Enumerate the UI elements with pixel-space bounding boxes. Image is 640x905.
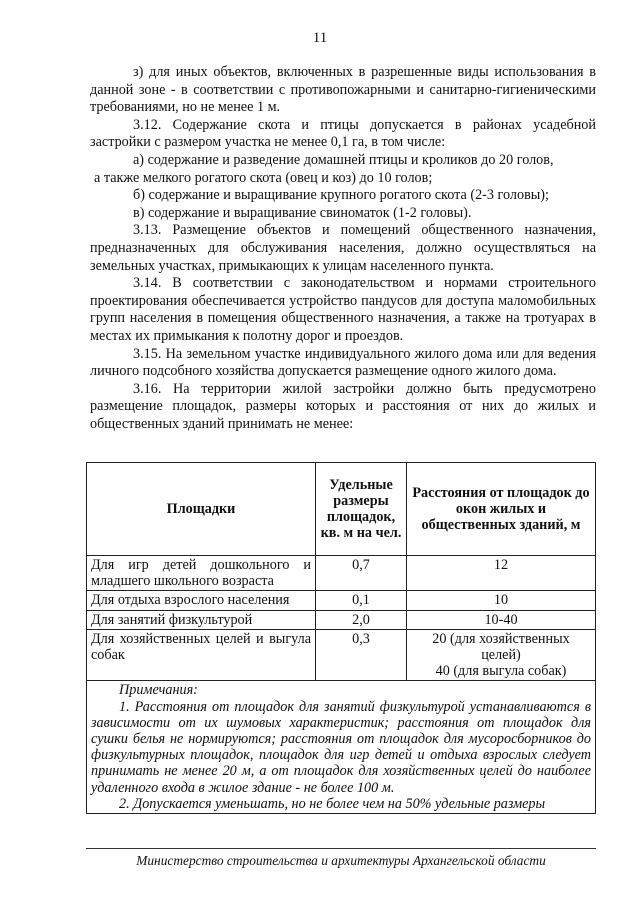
table-row <box>87 556 596 591</box>
footer-ministry: Министерство строительства и архитектуры Архангельской области <box>136 853 546 868</box>
table-notes-row <box>87 681 596 814</box>
paragraph-3-15: 3.15. На земельном участке индивидуального жилого дома или для ведения личного подсобного хозяйства допускается размещение одного жилого дома. <box>90 345 596 380</box>
row-size: 0,7 <box>316 556 407 591</box>
paragraph-3-13: 3.13. Размещение объектов и помещений общественного назначения, предназначенных для обслуживания населения, должно осуществляться на земельных участках, примыкающих к улицам населенного пункта. <box>90 222 596 274</box>
playgrounds-table <box>86 462 596 814</box>
row-distance: 10 <box>407 591 596 610</box>
paragraph-3-11-z: з) для иных объектов, включенных в разрешенные виды использования в данной зоне - в соответствии с противопожарными и санитарно-гигиеническими требованиями, но не менее 1 м. <box>90 64 596 116</box>
row-distance <box>407 629 596 681</box>
document-body <box>90 64 596 433</box>
page-number: 11 <box>312 30 328 46</box>
header-playgrounds: Площадки <box>87 463 316 556</box>
header-distance: Расстояния от площадок до окон жилых и общественных зданий, м <box>407 463 596 556</box>
footer-divider <box>86 848 596 849</box>
row-size: 2,0 <box>316 610 407 629</box>
row-name: Для отдыха взрослого населения <box>87 591 316 610</box>
list-item-a: а) содержание и разведение домашней птицы и кроликов до 20 голов, <box>133 151 554 168</box>
row-name: Для игр детей дошкольного и младшего школьного возраста <box>87 556 316 591</box>
list-item-b: б) содержание и выращивание крупного рогатого скота (2-3 головы); <box>133 187 549 204</box>
table-header-row <box>87 463 596 556</box>
notes-title: Примечания: <box>119 682 198 699</box>
row-name: Для занятий физкультурой <box>87 610 316 629</box>
row-distance: 10-40 <box>407 610 596 629</box>
distance-line-1: 20 (для хозяйственных целей) <box>432 630 570 664</box>
row-size: 0,1 <box>316 591 407 610</box>
row-name: Для хозяйственных целей и выгула собак <box>87 629 316 681</box>
table-row <box>87 591 596 610</box>
row-size: 0,3 <box>316 629 407 681</box>
paragraph-3-16: 3.16. На территории жилой застройки должно быть предусмотрено размещение площадок, размеры которых и расстояния от них до жилых и общественных зданий принимать не менее: <box>90 380 596 432</box>
distance-line-2: 40 (для выгула собак) <box>435 663 567 680</box>
list-item-v: в) содержание и выращивание свиноматок (1-2 головы). <box>133 204 472 221</box>
row-distance: 12 <box>407 556 596 591</box>
table-notes <box>87 681 596 814</box>
note-2: 2. Допускается уменьшать, но не более чем на 50% удельные размеры <box>119 795 546 812</box>
header-unit-size: Удельные размеры площадок, кв. м на чел. <box>316 463 407 556</box>
paragraph-3-12: 3.12. Содержание скота и птицы допускается в районах усадебной застройки с размером участка не менее 0,1 га, в том числе: <box>90 116 596 151</box>
paragraph-3-14: 3.14. В соответствии с законодательством и нормами строительного проектирования обеспечивается устройство пандусов для доступа маломобильных групп населения в помещения общественного назначения, а также на тротуарах в местах их примыкания к полотну дорог и проездов. <box>90 275 596 344</box>
note-1: 1. Расстояния от площадок для занятий физкультурой устанавливаются в зависимости от их шумовых характеристик; расстояния от площадок для сушки белья не нормируются; расстояния от площадок для мусоросборников до физкультурных площадок, площадок для игр детей и отдыха взрослых следует принимать не менее 20 м, а от площадок для хозяйственных целей до наиболее удаленного входа в жилое здание - не более 100 м. <box>91 698 591 796</box>
table-row <box>87 610 596 629</box>
list-item-a-cont: а также мелкого рогатого скота (овец и коз) до 10 голов; <box>94 169 433 186</box>
table-row <box>87 629 596 681</box>
